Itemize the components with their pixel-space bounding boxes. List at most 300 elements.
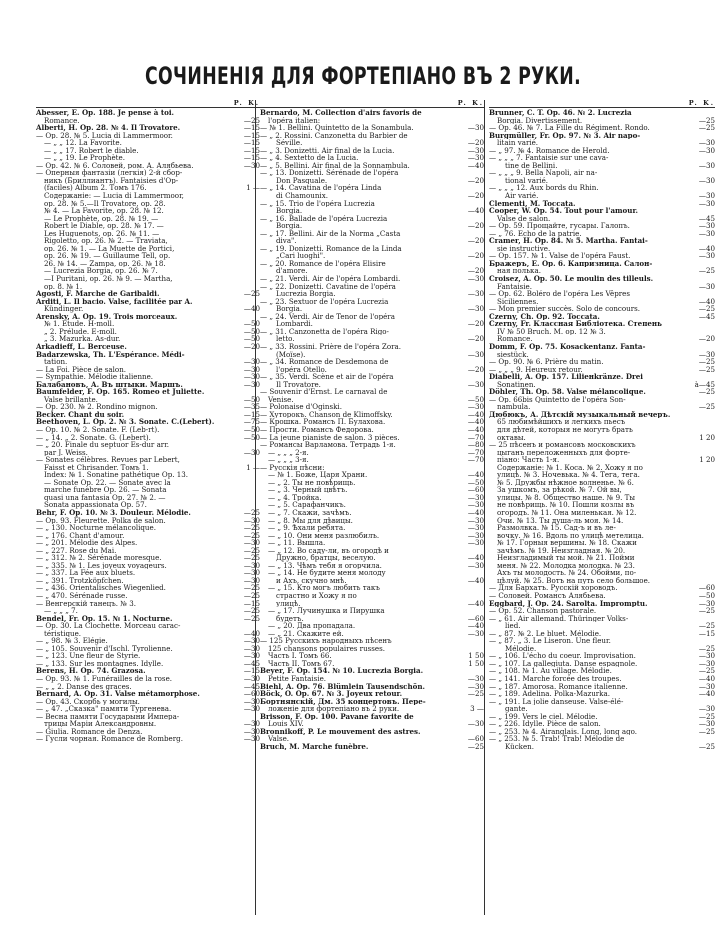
catalog-entry [489,577,715,585]
entry-text: огородъ. № 11. Она миленькая. № 12. [497,508,637,517]
entry-text: par J. Weiss. [44,448,88,457]
entry-price [691,237,715,245]
catalog-entry [489,441,715,449]
catalog-entry [260,207,484,215]
catalog-entry [260,313,484,321]
entry-text: улицѣ. № 3. Ночевька. № 4. Тега, тега. [497,471,640,479]
entry-text: — „ 3. Donizetti. Air final de la Lucia. [260,146,395,155]
catalog-entry [260,230,484,238]
catalog-entry [260,501,484,509]
entry-text: „ 3. Mazurka. As-dur. [44,335,121,343]
catalog-entry [36,260,260,268]
catalog-entry [260,660,484,668]
entry-text: Index: № 1. Sonatine pathétique Op. 13. [44,471,189,479]
catalog-entry [260,486,484,494]
catalog-entry [260,320,484,328]
catalog-entry [260,441,484,449]
catalog-entry [260,494,484,502]
catalog-entry [489,109,715,117]
price-header: P. K. [36,100,260,108]
catalog-entry [489,215,715,223]
catalog-entry [489,320,715,328]
catalog-entry [260,184,484,192]
catalog-entry [36,660,260,668]
entry-text: 125 chansons populaires russes. [268,644,386,653]
catalog-entry [489,569,715,577]
entry-text: Часть I. Томъ 66. [268,652,332,660]
entry-price: —40 [467,599,484,608]
catalog-entry [36,252,260,260]
catalog-entry [36,464,260,472]
catalog-entry [36,192,260,200]
catalog-entry [489,411,715,419]
catalog-entry [36,124,260,132]
entry-text: — Lucrezia Borgia, op. 26. № 7. [44,267,158,276]
entry-text: — „ 16. Ballade de l'opéra Lucrezia [260,214,388,223]
entry-text: Sonatinen. [497,380,536,389]
entry-price [691,569,715,577]
entry-price: —30 [698,659,715,668]
entry-text: IV № 50 Bruch. M. op. 12 № 3. [497,327,606,336]
entry-text: — „ 22. Donizetti. Cavatine de l'opéra [260,282,396,291]
entry-text: Brunner, C. T. Op. 46. № 2. Lucrezia [489,109,632,117]
catalog-entry [36,471,260,479]
catalog-entry [260,720,484,728]
entry-price: —60 [467,486,484,494]
catalog-entry [36,313,260,321]
catalog-entry [36,705,260,713]
entry-text: — Op. 157. № 1. Valse de l'opéra Faust. [489,252,631,260]
entry-text: — Op. 42. № 6. Соловей, ром. А. Алябьева. [36,161,194,170]
entry-price [460,184,484,192]
entry-price: 3 — [470,705,484,713]
entry-text: Kücken. [505,742,535,751]
entry-text: Louis XIV. [268,720,304,728]
entry-text: Rigoletto, op. 26. № 2. — Traviata, [44,237,168,245]
entry-price: —30 [467,682,484,691]
entry-text: — „ 17. Bellini. Air de la Norma „Casta [260,229,401,238]
catalog-entry [489,479,715,487]
entry-text: — Le Prophète, op. 28. № 19. — [44,214,159,223]
entry-text: Kündinger. [44,305,84,313]
catalog-entry [260,162,484,170]
entry-text: Baumfelder, F. Op. 165. Romeo et Juliette. [36,388,205,396]
entry-text: Air varié. [505,192,539,200]
entry-price [691,441,715,449]
catalog-entry [36,720,260,728]
catalog-entry [489,366,715,374]
catalog-entry [489,705,715,713]
catalog-entry [260,192,484,200]
catalog-entry [36,607,260,615]
catalog-entry [36,184,260,192]
entry-price: —40 [467,471,484,479]
catalog-entry [489,343,715,351]
catalog-entry [489,494,715,502]
entry-text: — Op. 62. Boléro de l'opéra Les Vêpres [489,290,630,298]
entry-text: — „ 76. Écho de la patrie. [489,229,582,238]
entry-text: — Op. 52. Chanson pastorale. [489,607,597,615]
entry-price: 1 — [246,184,260,193]
entry-text: — „ „ 12. La Favorite. [44,139,122,147]
entry-text: Очи. № 13. Ты душа-ль моя. № 14. [497,516,624,525]
entry-text: — „ „ 17. Robert le diable. [44,146,139,155]
entry-text: Abesser, E. Op. 188. Je pense à toi. [36,109,174,117]
catalog-entry [260,252,484,260]
catalog-entry [260,124,484,132]
entry-text: — „ 5. Сарафанчикъ. [268,501,346,509]
catalog-entry [36,267,260,275]
entry-price: —15 [243,131,260,140]
entry-price: —70 [467,433,484,442]
entry-price [460,328,484,336]
entry-price: —20 [467,252,484,260]
entry-text: — „ 15. Кто могъ любить такъ [268,584,380,592]
entry-text: цыганъ переложенныхъ для форте- [497,448,631,457]
entry-text: Дюбюкъ, А. Дѣтскій музыкальный вечеръ. [489,410,671,419]
catalog-entry [36,200,260,208]
entry-price: —15 [243,410,260,419]
entry-price: à—45 [694,380,715,389]
catalog-entry [260,373,484,381]
entry-price: —50 [243,320,260,328]
catalog-entry [260,524,484,532]
entry-text: — Mon premier succès. Solo de concours. [489,305,641,313]
catalog-entry [260,577,484,585]
entry-price: 1 20 [699,433,715,442]
catalog-entry [489,124,715,132]
catalog-entry [489,358,715,366]
catalog-entry [489,328,715,336]
catalog-entry [36,569,260,577]
entry-text: Agosti, F. Marche de Garibaldi. [36,290,160,298]
entry-price: —30 [467,539,484,547]
entry-price: —20 [467,176,484,185]
entry-price: —30 [467,403,484,411]
entry-price: —20 [467,139,484,147]
catalog-entry [260,652,484,660]
entry-text: Brisson, F. Op. 100. Pavane favorite de [260,712,414,721]
entry-text: Croisez, A. Op. 50. Le moulin des tilleuls. [489,275,654,283]
entry-text: op. 26. № 19. — Guillaume Tell, op. [44,252,171,260]
catalog-entry [489,592,715,600]
catalog-entry [260,328,484,336]
entry-price: —15 [243,667,260,676]
entry-text: Borgia. Divertissement. [497,116,583,125]
entry-price: —15 [243,124,260,132]
catalog-entry [36,441,260,449]
entry-price: —20 [467,320,484,328]
entry-text: трицы Маріи Александровны. [44,720,157,728]
entry-price: —30 [467,516,484,525]
entry-price [460,388,484,396]
entry-price: —30 [467,154,484,162]
entry-price [460,109,484,117]
entry-price: —15 [698,629,715,638]
entry-text: — „ 31. Canzonetta de l'opéra Rigo- [260,327,389,336]
entry-price: —40 [467,554,484,562]
catalog-entry [260,615,484,623]
catalog-entry [489,418,715,426]
entry-text: — „ 35. Verdi. Scène et air de l'opéra [260,373,394,381]
entry-price: —25 [698,365,715,374]
entry-price: —40 [467,410,484,419]
catalog-entry [489,622,715,630]
entry-text: никъ (Бриллиантъ). Fantaisies d'Op- [44,176,179,185]
entry-price: —25 [698,644,715,653]
catalog-entry [36,637,260,645]
catalog-entry [36,524,260,532]
catalog-entry [36,139,260,147]
entry-price: —25 [467,690,484,698]
entry-text: піано: Часть 1-я. [497,456,560,464]
catalog-entry [489,222,715,230]
entry-text: — „ „ „ 2-я. [268,448,309,457]
catalog-entry [36,517,260,525]
catalog-entry [489,388,715,396]
entry-price [460,313,484,321]
catalog-entry [36,577,260,585]
catalog-entry [36,132,260,140]
catalog-entry [36,305,260,313]
entry-price: —15 [243,146,260,155]
entry-text: — Souvenir d'Ernst. Le carnaval de [260,388,388,396]
catalog-entry [489,509,715,517]
catalog-entry [489,683,715,691]
catalog-column-1 [36,100,260,915]
catalog-entry [36,479,260,487]
entry-text: — „ 10. Они меня разлюбилъ. [268,531,380,540]
entry-price [691,539,715,547]
entry-price [691,418,715,426]
entry-text: Il Trovatore. [276,380,321,389]
catalog-entry [260,358,484,366]
entry-text: — „ 2. Ты не повѣрищь. [268,478,356,487]
entry-text: — „ „ „ 12. Aux bords du Rhin. [489,184,599,193]
entry-price: —50 [467,395,484,404]
entry-price [460,547,484,555]
catalog-entry [260,434,484,442]
entry-text: — „ „ „ 3-я. [268,456,309,464]
entry-price: —45 [698,312,715,321]
page-title: СОЧИНЕНІЯ ДЛЯ ФОРТЕПІАНО ВЪ 2 РУКИ. [144,62,582,90]
catalog-entry [36,532,260,540]
entry-text: — Giulia. Romance de Denza. [36,727,143,736]
entry-price [460,283,484,291]
entry-price: —25 [243,508,260,517]
catalog-column-3 [484,100,715,915]
catalog-entry [489,660,715,668]
catalog-entry [260,569,484,577]
entry-price [691,517,715,525]
entry-price: —40 [698,297,715,306]
entry-price: —25 [698,622,715,630]
catalog-entry [489,690,715,698]
entry-price [460,464,484,472]
entry-price: —30 [467,146,484,155]
catalog-entry [260,667,484,675]
entry-text: — „ „ „ 7. Fantaisie sur une cava- [489,154,609,162]
catalog-entry [36,426,260,434]
entry-text: Размолвка. № 15. Сад-ъ и въ ле- [497,524,616,532]
entry-price: —30 [243,539,260,547]
entry-text: — „ „ 2. Danse des graces. [36,682,132,691]
catalog-entry [36,683,260,691]
entry-price: —30 [467,561,484,570]
catalog-entry [489,735,715,743]
entry-price: —45 [243,659,260,668]
entry-text: — „ 33. Rossini. Prière de l'opéra Zora. [260,342,401,351]
entry-text: Балабановъ, А. Въ штыки. Маршъ. [36,380,183,389]
catalog-entry [260,705,484,713]
entry-text: — „ 106. L'écho du coeur. Improvisation. [489,652,636,660]
entry-price [691,735,715,743]
catalog-entry [260,532,484,540]
entry-text: — Sonate Op. 22. — Sonate avec la [44,478,171,487]
entry-price: —25 [698,742,715,751]
entry-price [460,245,484,253]
entry-text: Czerny, Fr. Классная Библіотека. Степень [489,320,662,328]
catalog-entry [36,434,260,442]
entry-price [691,275,715,283]
entry-text: — „ 15. Trio de l'opéra Lucrezia [260,199,375,208]
catalog-entry [260,305,484,313]
catalog-entry [260,147,484,155]
catalog-entry [36,396,260,404]
entry-text: — Прости. Романсъ Федорова. [260,425,374,434]
catalog-entry [260,630,484,638]
catalog-entry [489,252,715,260]
entry-price: —40 [698,675,715,683]
catalog-entry [489,154,715,162]
entry-text: quasi una fantasia Op. 27. № 2. — [44,493,166,502]
catalog-entry [36,290,260,298]
entry-text: Czerny, Ch. Op. 92. Toccata. [489,312,600,321]
entry-price: —20 [243,342,260,351]
catalog-entry [489,486,715,494]
catalog-entry [489,275,715,283]
entry-text: — № 1. Bellini. Quintetto de la Sonambula. [260,124,414,132]
entry-text: — Sympathie. Mélodie italienne. [36,373,154,381]
entry-text: Cramer, H. Op. 84. № 5. Martha. Fantai- [489,237,648,245]
entry-price: —50 [698,592,715,600]
entry-price: —30 [698,350,715,359]
entry-text: — „ 20. Два пропадала. [268,622,356,630]
catalog-entry [260,275,484,283]
entry-price [460,728,484,736]
entry-text: (faciles) Album 2. Томъ 176. [44,184,147,193]
entry-text: Mélodie. [505,644,537,653]
entry-text: Arkadieff, L. Berceuse. [36,342,127,351]
entry-price: —50 [467,478,484,487]
entry-text: letto. [276,335,295,343]
catalog-entry [489,305,715,313]
entry-price: —25 [243,524,260,532]
entry-text: Sonata appassionata Op. 57. [44,501,147,509]
entry-text: — „ 187. Amorosa. Romance italienne. [489,682,628,691]
catalog-entry [260,245,484,253]
catalog-entry [36,494,260,502]
entry-text: № 5. Дружбы нѣжное волненье. № 6. [497,478,634,487]
entry-price: —25 [243,546,260,555]
entry-text: — „ 21. Verdi. Air de l'opéra Lombardi. [260,275,401,283]
catalog-entry [36,388,260,396]
entry-price [460,607,484,615]
entry-text: — „ 14. Не будите меня молоду [268,569,386,577]
entry-price: —20 [467,267,484,276]
entry-price: —30 [243,576,260,585]
entry-price [460,645,484,653]
entry-price: —30 [243,365,260,374]
entry-text: — Op. 230. № 2. Rondino mignon. [36,403,158,411]
entry-price: —70 [467,456,484,464]
entry-text: Behr, F. Op. 10. № 3. Douleur. Mélodie. [36,508,191,517]
entry-text: — „ „ 19. Le Prophète. [44,154,125,162]
catalog-entry [260,290,484,298]
catalog-entry [260,351,484,359]
entry-price: —25 [698,388,715,396]
entry-price [460,592,484,600]
entry-price: —60 [698,584,715,592]
entry-price: —25 [698,305,715,313]
entry-text: Alberti, H. Op. 28. № 4. Il Trovatore. [36,124,181,132]
catalog-entry [489,200,715,208]
entry-text: страстно и Хожу я по [276,592,357,600]
entry-text: — „ 87. „ 3. Le Liseron. Une fleur. [489,637,611,645]
entry-text: Robert le Diable, op. 28. № 17. — [44,222,164,230]
entry-price: —80 [467,441,484,449]
catalog-entry [260,343,484,351]
entry-price: 1 50 [468,659,484,668]
entry-price [691,411,715,419]
entry-price [691,343,715,351]
entry-text: Venise. [268,395,294,404]
catalog-entry [36,547,260,555]
entry-price: —30 [243,652,260,660]
entry-price: —40 [243,305,260,313]
catalog-entry [489,547,715,555]
entry-text: меня. № 22. Молодка молодка. № 23. [497,561,635,570]
entry-text: Faisst et Chrisander. Томъ 1. [44,463,149,472]
catalog-entry [260,713,484,721]
entry-text: — Op. 93. Fleurette. Polka de salon. [36,516,166,525]
entry-text: — „ „ „ 7. [44,607,78,615]
entry-price: —25 [243,584,260,592]
entry-price [691,464,715,472]
entry-price [691,290,715,298]
entry-text: — „ 107. La gallegiuta. Danse espagnole. [489,659,638,668]
catalog-entry [36,690,260,698]
entry-text: — „ 20. Finale du septuor Es-dur arr. [36,441,170,449]
entry-text: — La Foi. Pièce de salon. [36,365,127,374]
catalog-entry [260,637,484,645]
entry-price: —25 [698,358,715,366]
catalog-entry [489,600,715,608]
catalog-entry [489,184,715,192]
entry-text: Часть II. Томъ 67. [268,659,335,668]
catalog-entry [36,728,260,736]
entry-price: —25 [698,667,715,676]
entry-price: —30 [243,569,260,577]
catalog-entry [260,388,484,396]
entry-text: — „ 470. Sérénade russe. [36,592,128,600]
catalog-entry [36,584,260,592]
catalog-entry [489,532,715,540]
entry-price: —20 [467,222,484,230]
entry-text: „Cari luoghi". [276,252,326,260]
entry-text: — Крошка. Романсъ П. Булахова. [260,418,386,426]
catalog-entry [489,607,715,615]
